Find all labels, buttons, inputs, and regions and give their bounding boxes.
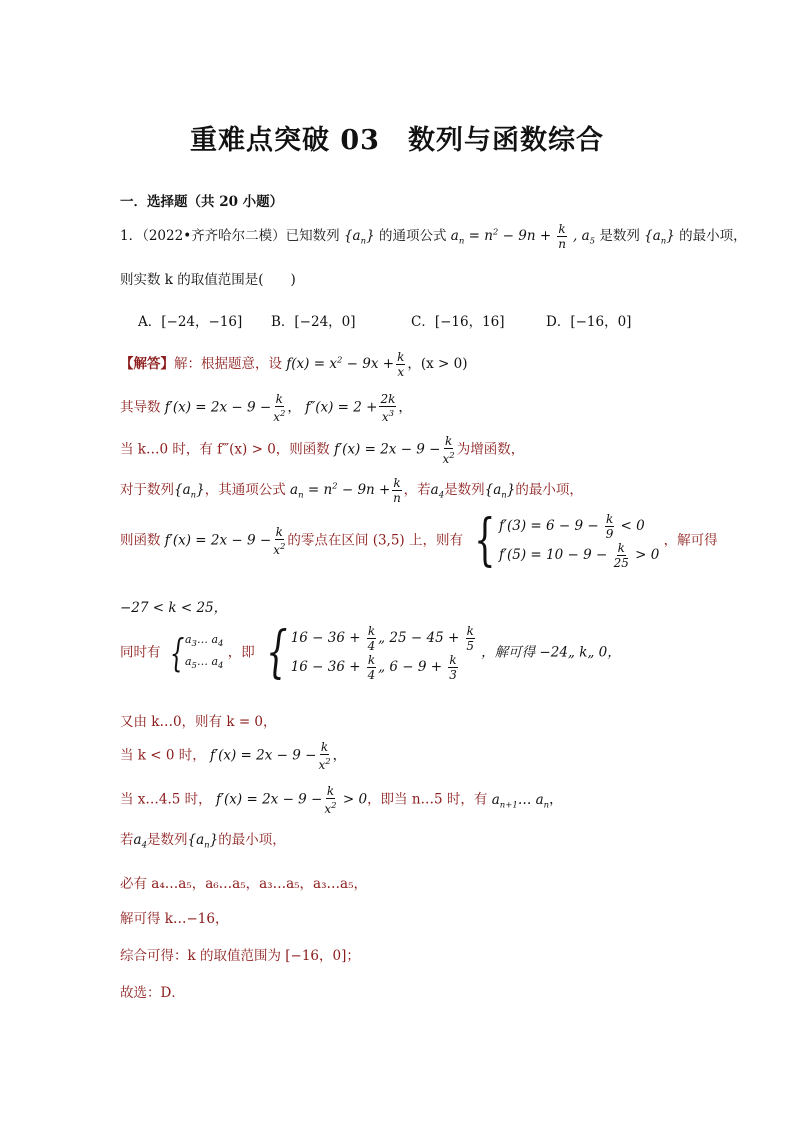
solution-line-7: 同时有 { $a_3\dots$ $a_4$ $a_5\dots$ $a_4$ ，即 { 16 − 36 + $\frac{k}{4}$ „ 25 − 45 + $\frac{k}{5}$ 16 − 36 + $\frac{k}{4}$ „ 6 − 9 + $\frac{k}{3}$ ，解可得 −24„ k„ 0， xyxy=(120,620,621,685)
solution-line-3: 当 k…0 时，有 f‴(x) > 0，则函数 f′(x) = 2x − 9 − $\frac{k}{x^2}$ 为增函数， xyxy=(120,434,525,466)
section-heading: 一．选择题（共 20 小题） xyxy=(120,194,284,210)
solution-line-8: 又由 k…0，则有 k = 0， xyxy=(120,714,277,730)
solution-line-13: 解可得 k…−16， xyxy=(120,911,229,927)
solution-line-15: 故选：D． xyxy=(120,985,185,1001)
solution-tag: 【解答】 xyxy=(120,356,174,372)
question-1-line-1: 1．（2022•齐齐哈尔二模）已知数列 $\{a_n\}$ 的通项公式 $a_n = n^2 - 9n$ + $\frac{k}{n}$ , $a_5$ 是数列 $\{a_n\}$ 的最小项， xyxy=(120,222,747,251)
solution-line-10: 当 x…4.5 时， f′(x) = 2x − 9 − $\frac{k}{x^2}$ > 0，即当 n…5 时，有 $a_{n+1}\dots$ $a_n$， xyxy=(120,784,563,816)
solution-line-2: 其导数 f′(x) = 2x − 9 − $\frac{k}{x^2}$ ， f″(x) = 2 + $\frac{2k}{x^3}$ ， xyxy=(120,392,412,424)
option-b: B．[−24，0] xyxy=(271,314,356,330)
solution-line-1: 【解答】解：根据题意，设 $f(x) = x^2 - 9x$ + $\frac{k}{x}$ ，(x > 0) xyxy=(120,350,468,379)
solution-line-12: 必有 a₄…a₅，a₆…a₅，a₃…a₅，a₃…a₅， xyxy=(120,876,367,892)
solution-line-6: −27 < k < 25， xyxy=(120,600,228,616)
option-d: D．[−16，0] xyxy=(546,314,632,330)
solution-line-4: 对于数列$\{a_n\}$，其通项公式 $a_n = n^2 - 9n$ + $\frac{k}{n}$ ，若$a_4$是数列$\{a_n\}$的最小项， xyxy=(120,476,583,505)
solution-line-11: 若$a_4$是数列$\{a_n\}$的最小项， xyxy=(120,832,286,851)
solution-line-14: 综合可得：k 的取值范围为 [−16，0]； xyxy=(120,948,360,964)
solution-line-5: 则函数 f′(x) = 2x − 9 − $\frac{k}{x^2}$ 的零点在区间 (3,5) 上，则有 { f′(3) = 6 − 9 − $\frac{k}{9}$ < 0 f′(5) = 10 − 9 − $\frac{k}{25}$ > 0 ，解可得 xyxy=(120,508,718,573)
option-a: A．[−24，−16] xyxy=(138,314,243,330)
solution-line-9: 当 k < 0 时， f′(x) = 2x − 9 − $\frac{k}{x^2}$ ， xyxy=(120,740,347,772)
option-c: C．[−16，16] xyxy=(411,314,505,330)
page-title: 重难点突破 03 数列与函数综合 xyxy=(190,125,604,156)
question-1-line-2: 则实数 k 的取值范围是( ) xyxy=(120,272,296,288)
